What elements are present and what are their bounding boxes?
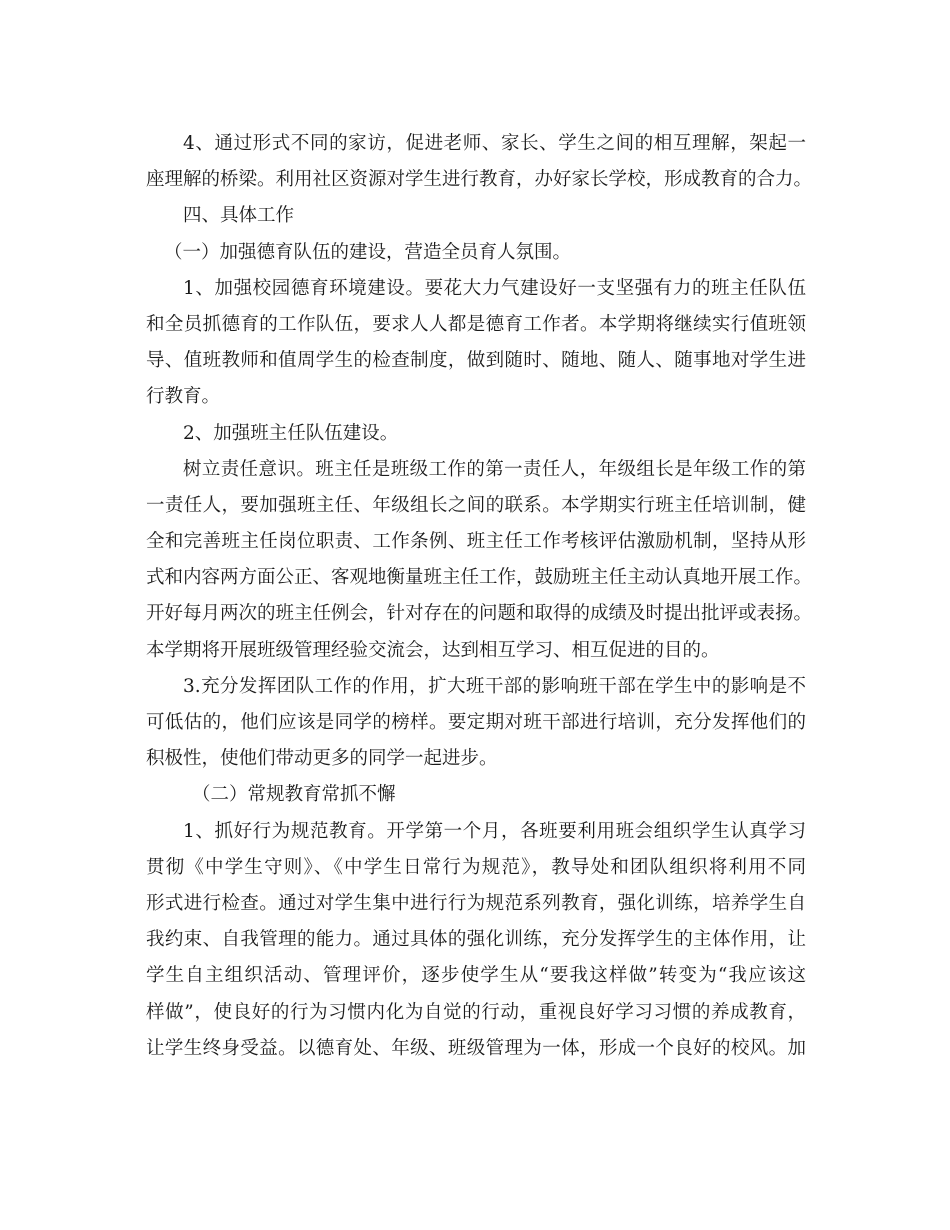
document-body xyxy=(146,126,813,1067)
paragraph-line: 本学期将开展班级管理经验交流会，达到相互学习、相互促进的目的。 xyxy=(146,639,720,661)
section-heading: 四、具体工作 xyxy=(183,205,295,227)
paragraph-line: 可低估的，他们应该是同学的榜样。要定期对班干部进行培训，充分发挥他们的 xyxy=(146,712,806,733)
paragraph-line: 行教育。 xyxy=(146,386,221,408)
paragraph-line: 4、通过形式不同的家访，促进老师、家长、学生之间的相互理解，架起一 xyxy=(183,133,806,154)
paragraph-line: 一责任人，要加强班主任、年级组长之间的联系。本学期实行班主任培训制，健 xyxy=(146,494,806,516)
paragraph-line: 导、值班教师和值周学生的检查制度，做到随时、随地、随人、随事地对学生进 xyxy=(146,350,806,372)
paragraph-line: 和全员抓德育的工作队伍，要求人人都是德育工作者。本学期将继续实行值班领 xyxy=(146,313,806,335)
paragraph-line: 我约束、自我管理的能力。通过具体的强化训练，充分发挥学生的主体作用，让 xyxy=(146,929,806,951)
paragraph-line: 学生自主组织活动、管理评价，逐步使学生从“要我这样做”转变为“我应该这 xyxy=(146,965,806,987)
paragraph-line: 开好每月两次的班主任例会，针对存在的问题和取得的成绩及时提出批评或表扬。 xyxy=(146,603,813,625)
paragraph-line: 形式进行检查。通过对学生集中进行行为规范系列教育，强化训练，培养学生自 xyxy=(146,892,806,914)
paragraph-line: 贯彻《中学生守则》、《中学生日常行为规范》，教导处和团队组织将利用不同 xyxy=(146,856,806,878)
paragraph-line: 1、加强校园德育环境建设。要花大力气建设好一支坚强有力的班主任队伍 xyxy=(183,277,806,299)
paragraph-line: 3.充分发挥团队工作的作用，扩大班干部的影响班干部在学生中的影响是不 xyxy=(183,675,806,697)
paragraph-line: 全和完善班主任岗位职责、工作条例、班主任工作考核评估激励机制，坚持从形 xyxy=(146,531,806,553)
paragraph-line: 样做”，使良好的行为习惯内化为自觉的行动，重视良好学习习惯的养成教育， xyxy=(146,1001,806,1023)
paragraph-line: 树立责任意识。班主任是班级工作的第一责任人，年级组长是年级工作的第 xyxy=(183,458,806,480)
paragraph-line: 2、加强班主任队伍建设。 xyxy=(183,422,399,444)
paragraph-line: 1、抓好行为规范教育。开学第一个月，各班要利用班会组织学生认真学习 xyxy=(183,820,806,842)
paragraph-line: 让学生终身受益。以德育处、年级、班级管理为一体，形成一个良好的校风。加 xyxy=(146,1037,806,1059)
paragraph-line: 座理解的桥梁。利用社区资源对学生进行教育，办好家长学校，形成教育的合力。 xyxy=(146,169,813,191)
subsection-heading: （二）常规教育常抓不懈 xyxy=(192,784,396,806)
paragraph-line: 式和内容两方面公正、客观地衡量班主任工作，鼓励班主任主动认真地开展工作。 xyxy=(146,567,813,589)
paragraph-line: 积极性，使他们带动更多的同学一起进步。 xyxy=(146,748,498,770)
subsection-heading: （一）加强德育队伍的建设，营造全员育人氛围。 xyxy=(164,241,572,263)
